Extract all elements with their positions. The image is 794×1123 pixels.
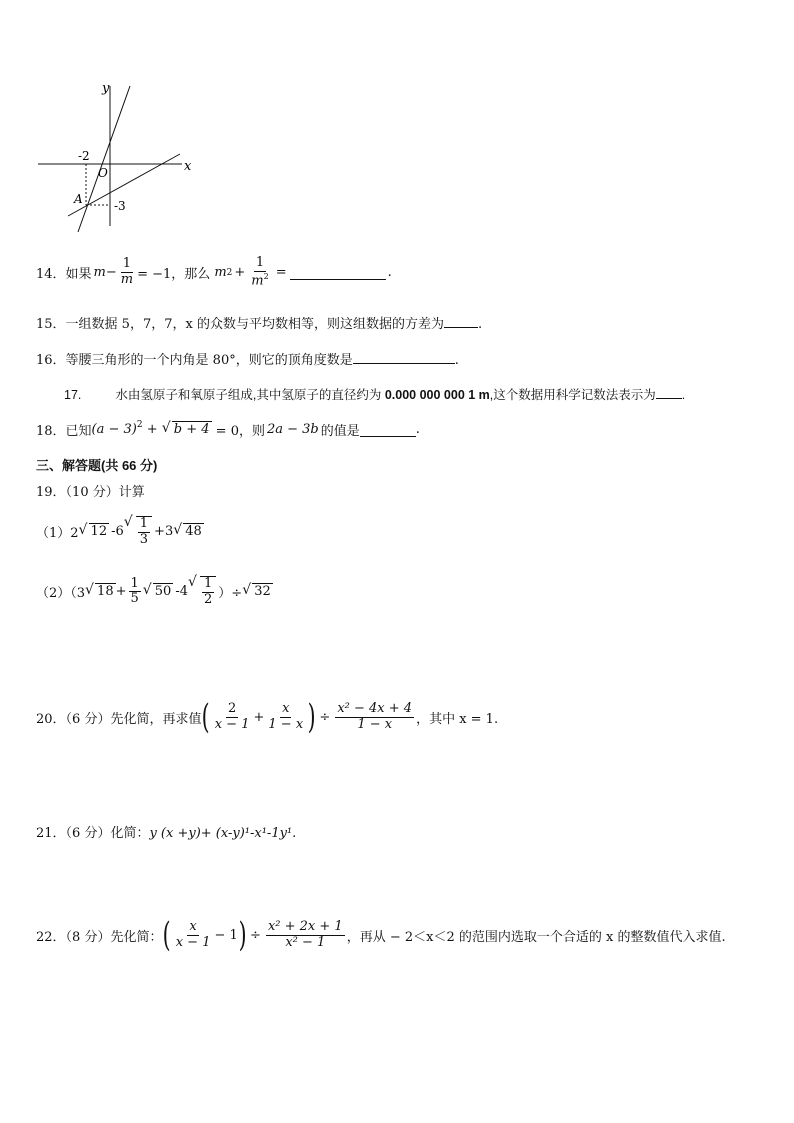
q18-plus: + [142, 422, 162, 437]
linear-function-graph [34, 78, 200, 238]
q20-lparen: ( [202, 697, 211, 737]
q19-p2-sqrt-32 [243, 584, 273, 599]
q20-f2-num: x [282, 700, 290, 716]
q19-p2-close: ）÷ [218, 586, 243, 602]
q22-f1-num: x [189, 918, 197, 934]
x-axis-label: x [184, 159, 192, 174]
q20-f1-den: x − 1 [214, 716, 250, 732]
q14-frac1-den: m [120, 272, 134, 288]
q20-f3-den: 1 − x [357, 716, 393, 732]
q14-fraction-1 [119, 257, 135, 288]
q19-p1-sqrt-48 [174, 524, 204, 539]
q19-p2-sqrt-50 [144, 584, 174, 599]
q18-period: . [415, 422, 420, 437]
q20-f3-num: x² − 4x + 4 [337, 700, 413, 716]
q19-p2-minus4: -4 [175, 584, 188, 600]
q22-frac-1 [174, 920, 213, 951]
q19-p1-label: （1）2 [36, 526, 79, 542]
q14-fraction-2 [249, 256, 270, 289]
question-18 [36, 420, 420, 439]
q22-div: ÷ [250, 927, 261, 943]
q22-heading: 22．（8 分）先化简： [36, 929, 163, 945]
q14-period: . [387, 265, 392, 281]
q14-eq: = −1，那么 [137, 267, 211, 283]
origin-label: O [98, 166, 108, 180]
q20-div: ÷ [319, 709, 331, 725]
question-19-part-2 [36, 576, 273, 608]
question-22 [36, 915, 726, 955]
question-20 [36, 697, 499, 737]
q14-answer-blank[interactable] [290, 265, 386, 280]
question-17 [64, 385, 685, 403]
y-axis-label: y [102, 81, 110, 96]
q20-frac-2 [266, 702, 305, 733]
q19-p2-plus: + [115, 584, 127, 600]
q19-p2-inner-den: 2 [204, 591, 213, 607]
q14-prefix: 14．如果 [36, 267, 92, 283]
q22-rparen: ) [238, 915, 247, 955]
tick-neg2: -2 [78, 149, 90, 163]
q22-minus1: − 1 [214, 927, 238, 943]
q18-prefix: 18．已知 [36, 424, 92, 439]
question-15 [36, 313, 482, 332]
q14-var: m [93, 265, 106, 281]
q16-text: 16．等腰三角形的一个内角是 80°，则它的顶角度数是 [36, 353, 353, 368]
q14-equals: = [275, 265, 287, 281]
q15-answer-blank[interactable] [444, 315, 478, 328]
q22-f1-den: x − 1 [175, 934, 211, 950]
q14-plus: + [234, 265, 246, 281]
q17-answer-blank[interactable] [656, 386, 682, 399]
q16-answer-blank[interactable] [353, 351, 455, 364]
q19-p2-rad-50: 50 [154, 584, 172, 600]
q14-m: m [214, 265, 227, 281]
q20-frac-3 [335, 702, 414, 733]
q19-p1-rad-48: 48 [185, 524, 202, 540]
question-21 [36, 822, 296, 841]
question-19-heading: 19．（10 分）计算 [36, 485, 145, 500]
q20-rparen: ) [307, 697, 316, 737]
q17-number: 17. [64, 388, 82, 402]
q18-exp: 2 [136, 420, 143, 430]
q22-f2-num: x² + 2x + 1 [267, 918, 343, 934]
q14-frac2-den-sup: 2 [263, 271, 269, 281]
q19-p2-rad-32: 32 [254, 584, 271, 600]
q16-period: . [454, 353, 459, 368]
q14-frac2-den [249, 272, 270, 289]
q19-p2-label: （2）（3 [36, 586, 86, 602]
q19-p1-frac [136, 516, 152, 548]
question-14 [36, 256, 392, 289]
q22-lparen: ( [163, 915, 172, 955]
tick-neg3: -3 [114, 199, 126, 213]
q19-p2-frac-den: 5 [130, 591, 139, 607]
q20-heading: 20．（6 分）先化简，再求值 [36, 711, 202, 727]
q19-p1-sqrt-frac [125, 516, 152, 548]
q17-text-a: 水由氢原子和氧原子组成,其中氢原子的直径约为 [115, 388, 385, 402]
q15-text: 15．一组数据 5，7，7，x 的众数与平均数相等，则这组数据的方差为 [36, 317, 444, 332]
question-19-part-1 [36, 516, 204, 548]
q18-eq0: = 0，则 [211, 424, 265, 439]
q19-p2-inner-num: √ 1 [204, 576, 213, 591]
q19-p1-frac-den: 3 [139, 531, 149, 547]
q19-p2-sqrt-frac [189, 576, 216, 608]
q19-p1-plus3: +3 [154, 524, 174, 540]
q22-frac-2 [266, 920, 345, 951]
q22-f2-den: x² − 1 [285, 934, 326, 950]
q17-period: . [681, 388, 686, 402]
section-3-title: 三、解答题(共 66 分) [36, 458, 158, 473]
q19-p2-rad-18: 18 [97, 584, 114, 600]
question-16 [36, 349, 459, 368]
q14-frac1-num: 1 [122, 256, 132, 272]
q18-expr-a: (a − 3) [91, 422, 137, 437]
q21-heading: 21．（6 分）化简： [36, 826, 150, 841]
q19-p2-frac [129, 577, 141, 608]
q19-p2-sqrt-18 [86, 584, 116, 599]
q19-p1-frac-num: √ 1 [139, 516, 149, 531]
q19-p1-sqrt-12 [80, 524, 110, 539]
q14-frac2-num: 1 [255, 255, 265, 270]
q20-plus: + [253, 709, 265, 725]
q17-value: 0.000 000 000 1 m [384, 388, 490, 402]
q18-sqrt [163, 422, 212, 437]
q20-f2-den: 1 − x [268, 716, 304, 732]
q22-tail: ，再从 − 2＜x＜2 的范围内选取一个合适的 x 的整数值代入求值. [346, 929, 726, 945]
q18-target: 2a − 3b [266, 422, 319, 437]
q15-period: . [477, 317, 483, 332]
q14-frac2-den-m: m [251, 273, 264, 289]
point-a-label: A [74, 192, 83, 206]
q17-text-b: ,这个数据用科学记数法表示为 [489, 388, 656, 402]
q19-p1-rad-12: 12 [90, 524, 108, 540]
q18-radicand: b + 4 [173, 422, 210, 437]
q18-answer-blank[interactable] [360, 422, 416, 437]
q21-expr: y (x +y)+ (x-y)¹-x¹-1y¹. [149, 826, 297, 841]
q18-suffix: 的值是 [320, 424, 360, 439]
q19-p2-frac-num: 1 [130, 575, 139, 591]
q14-minus: − [105, 265, 117, 281]
q19-p2-inner-frac [200, 576, 216, 608]
q20-f1-num: 2 [227, 700, 237, 716]
q20-frac-1 [213, 702, 252, 733]
q14-sup: 2 [226, 267, 233, 278]
graph-frame [34, 78, 200, 238]
q20-tail: ，其中 x = 1. [416, 711, 499, 727]
q19-p1-minus6: -6 [111, 524, 124, 540]
